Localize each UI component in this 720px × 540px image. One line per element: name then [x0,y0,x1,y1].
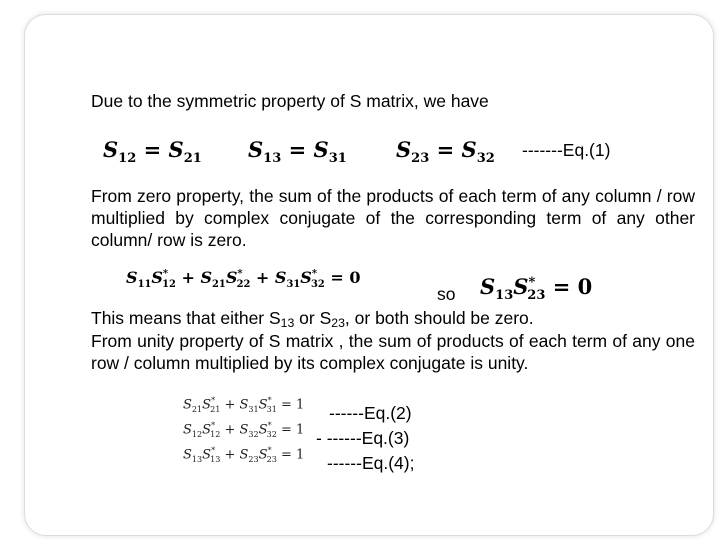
sym-eq-s12: $S_{12} = S_{21}$ [103,137,202,167]
eq4-label: ------Eq.(4); [327,453,415,473]
eq2-label: ------Eq.(2) [329,403,412,423]
unity-property-text: From unity property of S matrix , the sum of products of each term of any one row / column multiplied by its complex conjugate is unity. [91,331,695,373]
unity-eq-4: $S_{13}S^*_{13} + S_{23}S^*_{23} = 1$ [183,446,305,464]
result-equation: $S_{13}S^*_{23} = 0$ [480,274,593,304]
either-text: This means that either S13 or S23, or both should be zero. [91,308,534,330]
zero-property-text: From zero property, the sum of the products of each term of any column / row multiplied by complex conjugate of the corresponding term of any other column/ row is zero. [91,186,695,250]
eq3-label: - ------Eq.(3) [316,428,410,448]
unity-eq-3: $S_{12}S^*_{12} + S_{32}S^*_{32} = 1$ [183,421,305,439]
unity-eq-2: $S_{21}S^*_{21} + S_{31}S^*_{31} = 1$ [183,396,305,414]
intro-text: Due to the symmetric property of S matrix, we have [91,91,489,111]
eq1-label: -------Eq.(1) [522,140,611,160]
sym-eq-s13: $S_{13} = S_{31}$ [248,137,347,167]
zero-sum-equation: $S_{11}S^*_{12} + S_{21}S^*_{22} + S_{31}S^*_{32} = 0$ [126,268,361,291]
sym-eq-s23: $S_{23} = S_{32}$ [396,137,495,167]
so-text: so [437,284,456,304]
